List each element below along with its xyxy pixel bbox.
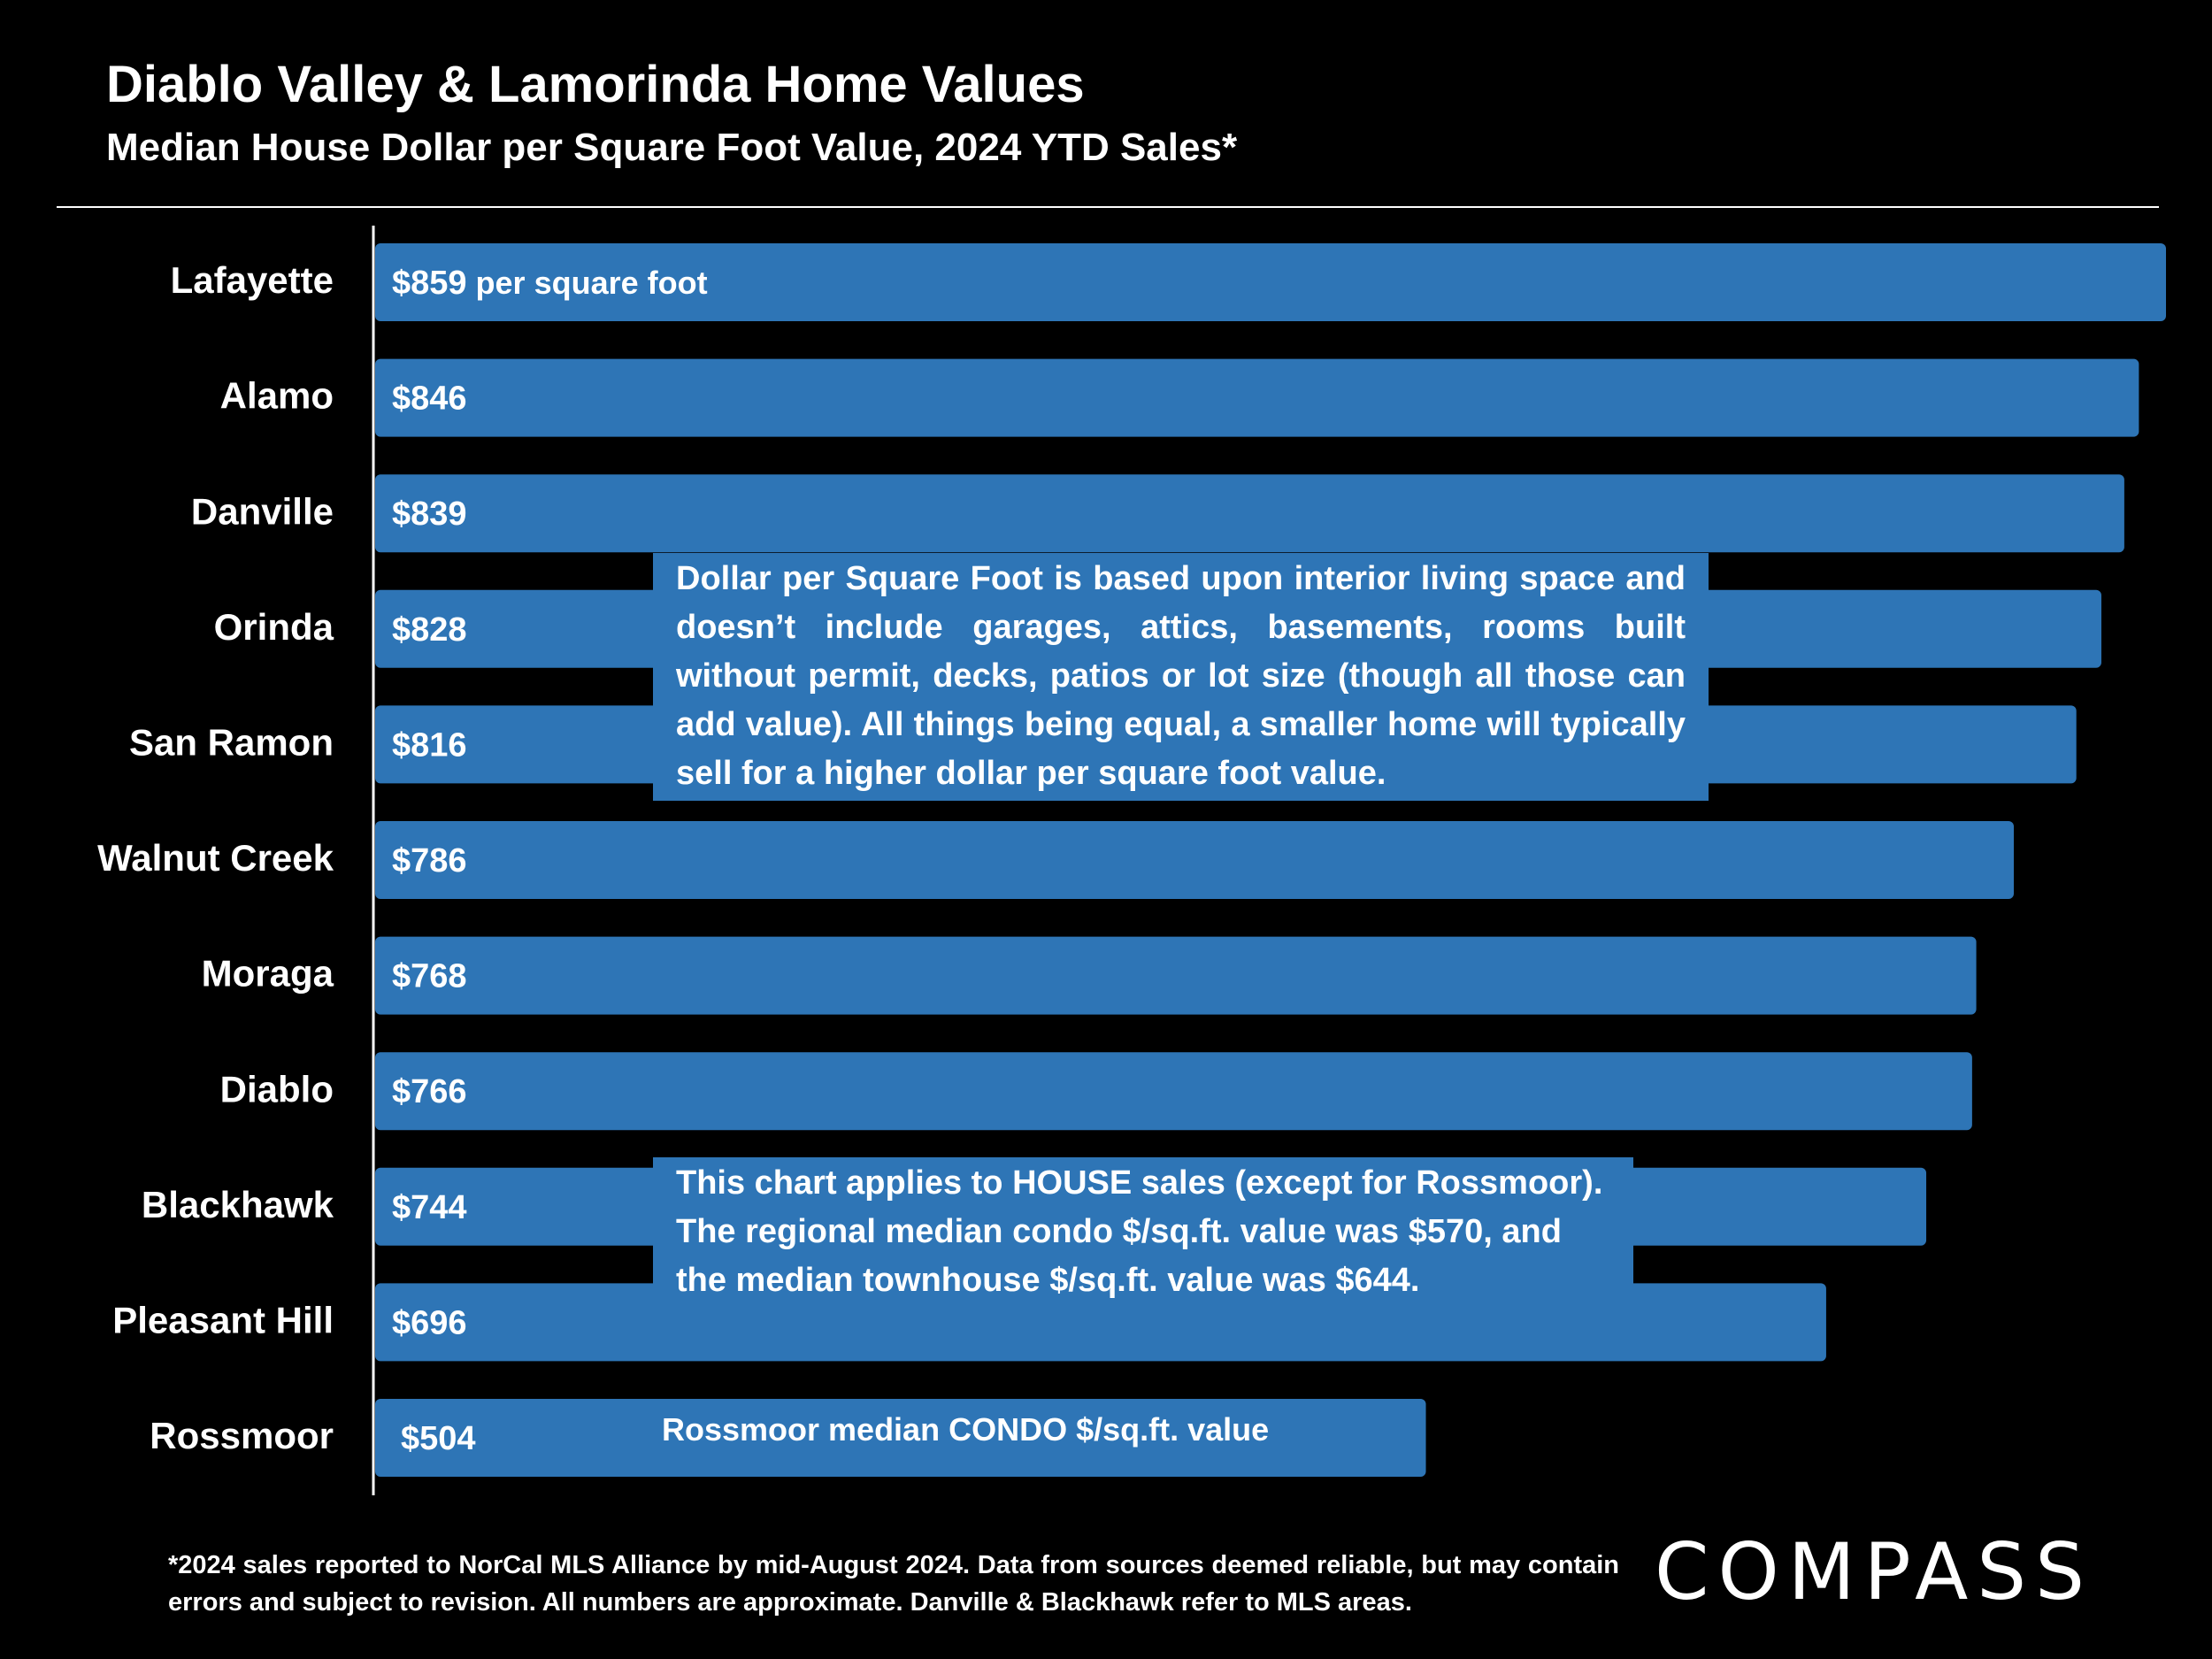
bar-moraga xyxy=(375,937,1977,1015)
compass-logo: COMPASS xyxy=(1655,1526,2093,1617)
value-label: $846 xyxy=(392,380,467,418)
chart-subtitle: Median House Dollar per Square Foot Value, 2024 YTD Sales* xyxy=(106,126,1238,169)
value-label: $859 per square foot xyxy=(392,264,708,303)
value-label: $696 xyxy=(392,1304,467,1342)
value-label: $839 xyxy=(392,495,467,534)
bar-diablo xyxy=(375,1052,1972,1130)
annotation-dollar-per-sqft: Dollar per Square Foot is based upon interior living space and doesn’t include garages, attics, basements, rooms built without permit, decks, patios or lot size (though all those can add value). All things being equal, a smaller home will typically sell for a higher dollar per square foot value. xyxy=(653,553,1709,801)
value-label: $504 xyxy=(401,1420,476,1458)
chart-title: Diablo Valley & Lamorinda Home Values xyxy=(106,56,1085,113)
category-label: Lafayette xyxy=(170,259,334,302)
value-label: $766 xyxy=(392,1073,467,1111)
value-label: $816 xyxy=(392,726,467,764)
value-label: $768 xyxy=(392,957,467,995)
category-label: San Ramon xyxy=(128,721,334,764)
category-label: Diablo xyxy=(219,1068,334,1110)
value-label: $744 xyxy=(392,1188,467,1226)
annotation-rossmoor: Rossmoor median CONDO $/sq.ft. value xyxy=(662,1411,1270,1448)
value-label: $786 xyxy=(392,842,467,880)
value-label: $828 xyxy=(392,611,467,649)
category-label: Alamo xyxy=(219,374,334,417)
category-label: Pleasant Hill xyxy=(112,1299,334,1341)
category-label: Moraga xyxy=(201,952,334,995)
category-label: Walnut Creek xyxy=(97,837,334,879)
bar-danville xyxy=(375,474,2124,552)
value-unit-label: per square foot xyxy=(466,264,708,301)
bar-alamo xyxy=(375,359,2139,437)
footnote: *2024 sales reported to NorCal MLS Alliance by mid-August 2024. Data from sources deemed reliable, but may contain errors and subject to revision. All numbers are approximate. Danville & Blackhawk refer to MLS areas. xyxy=(168,1551,1619,1617)
category-label: Danville xyxy=(190,490,334,533)
bar-walnut-creek xyxy=(375,821,2014,899)
category-label: Rossmoor xyxy=(150,1415,334,1457)
annotation-house-sales: This chart applies to HOUSE sales (except for Rossmoor). The regional median condo $/sq.ft. value was $570, and the median townhouse $/sq.ft. value was $644. xyxy=(653,1157,1633,1286)
category-label: Blackhawk xyxy=(141,1183,334,1225)
category-label: Orinda xyxy=(213,605,334,648)
